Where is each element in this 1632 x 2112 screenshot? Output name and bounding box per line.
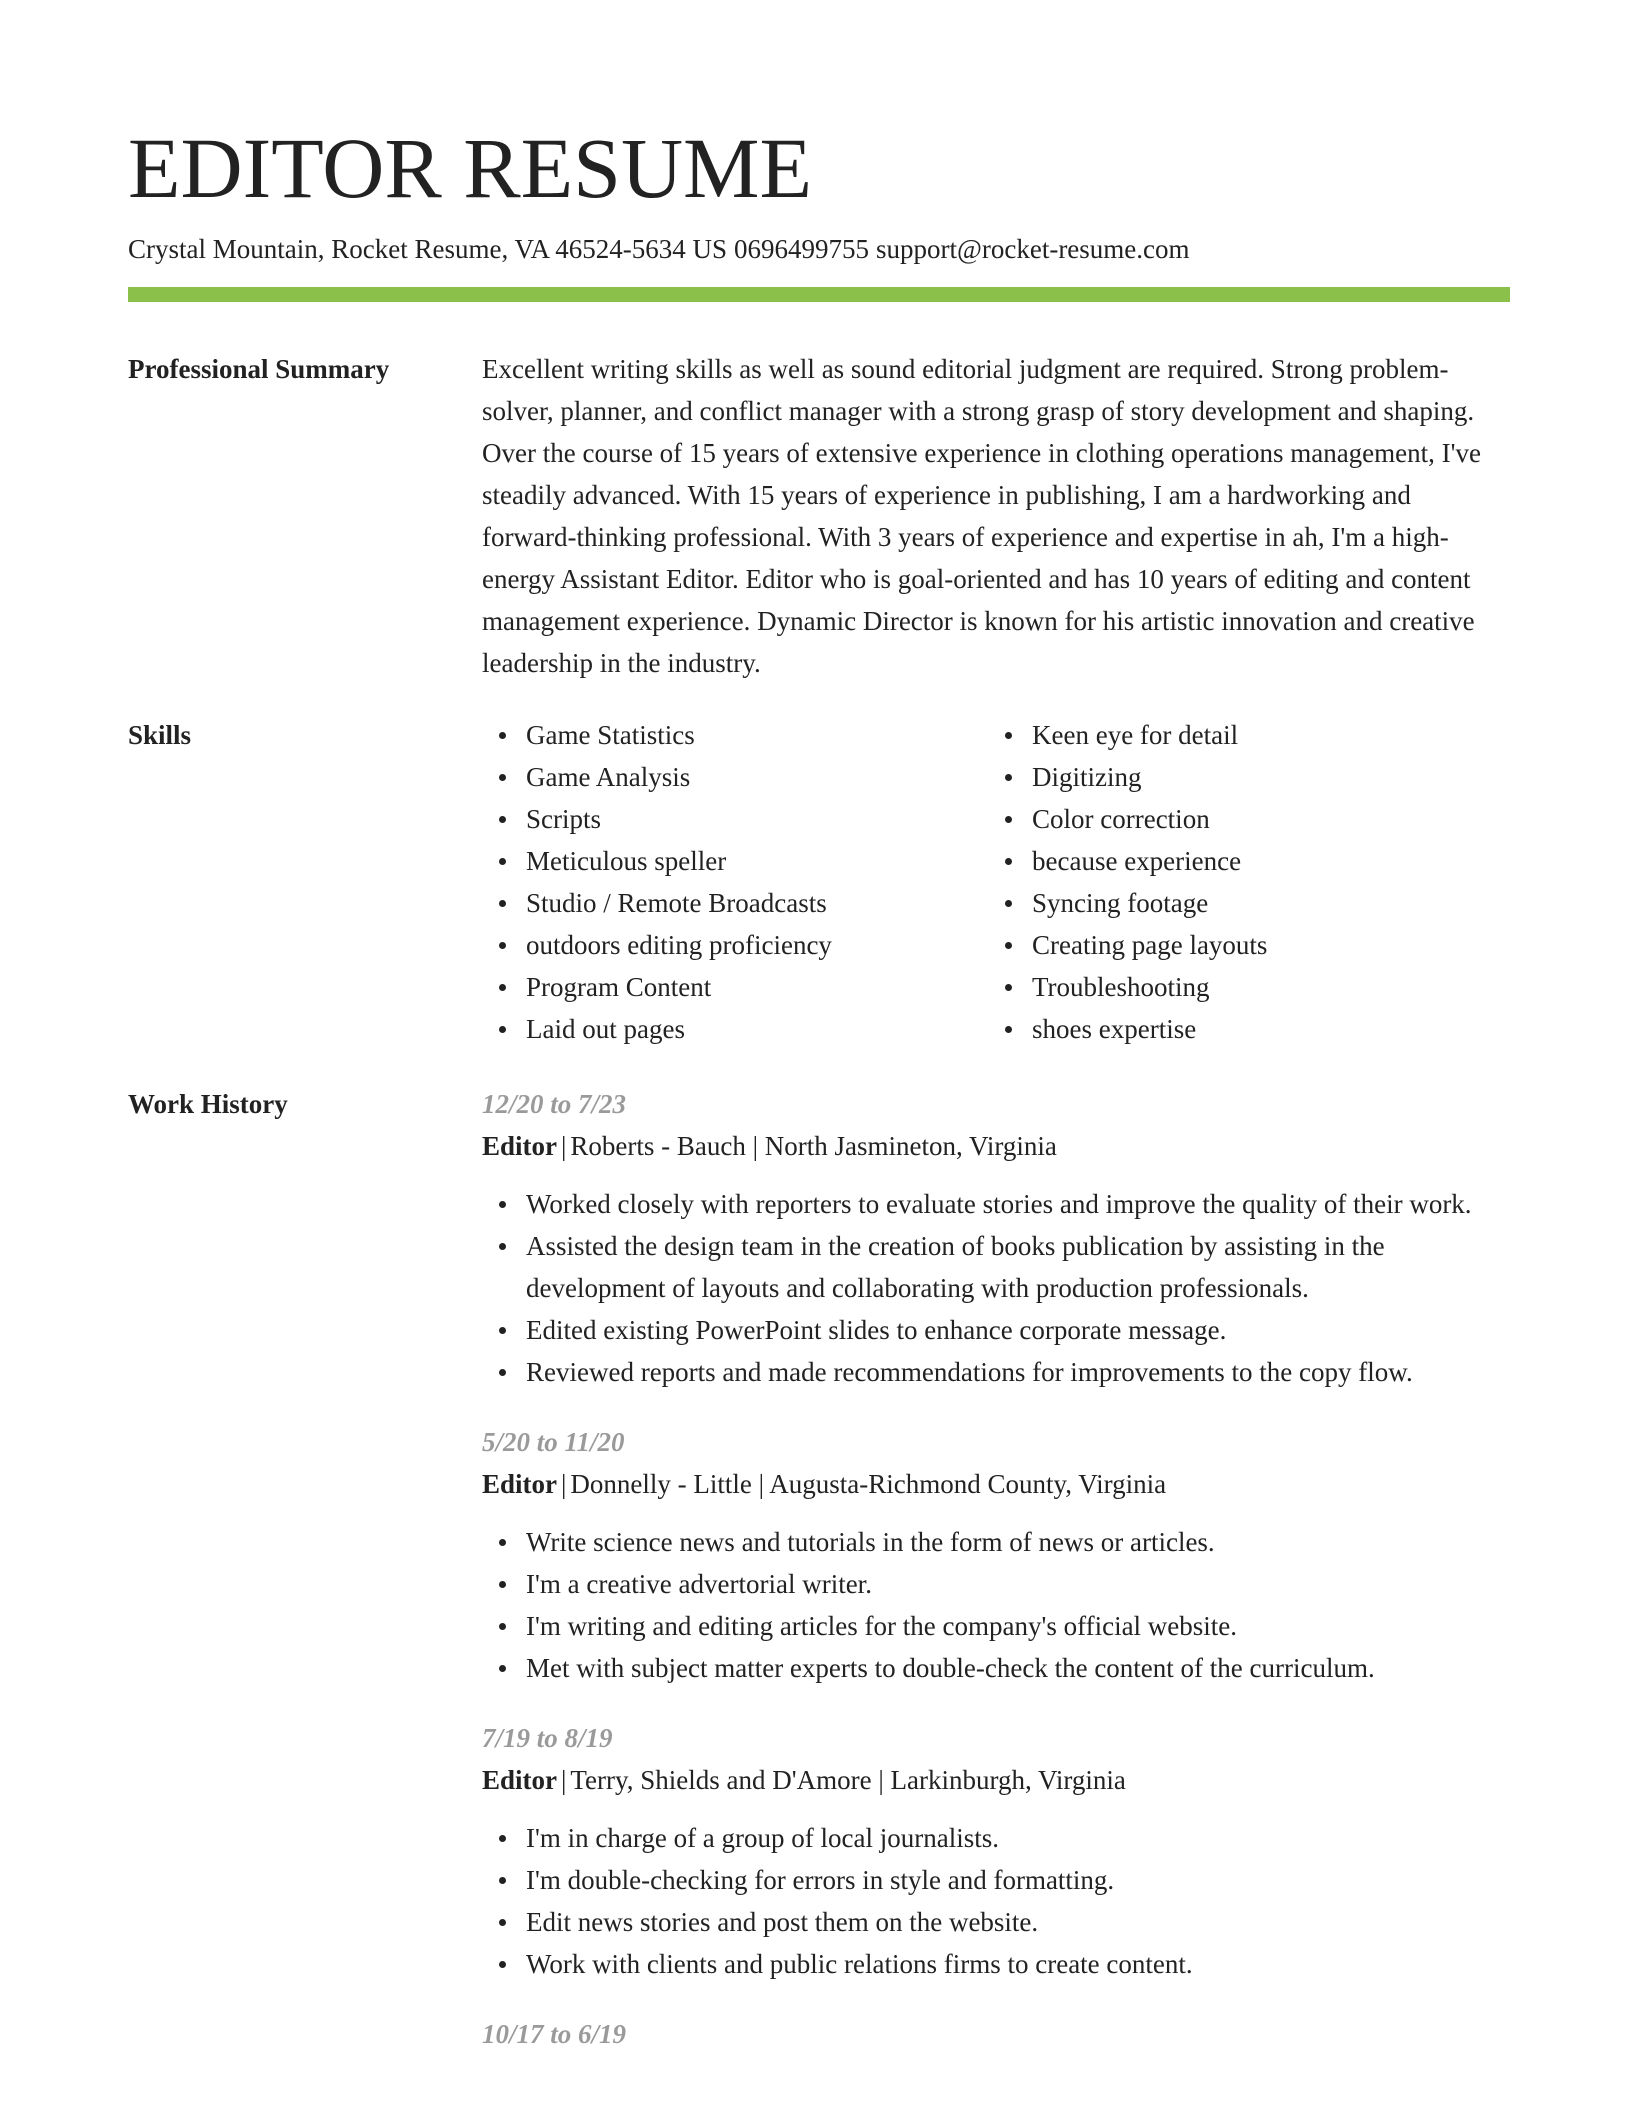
job-entry (482, 2013, 1512, 2055)
skill-item: because experience (988, 840, 1508, 882)
skill-item: Game Analysis (482, 756, 982, 798)
job-role: Editor (482, 1131, 558, 1161)
job-entry (482, 1717, 1512, 1985)
job-dates: 7/19 to 8/19 (482, 1723, 613, 1753)
job-dates: 12/20 to 7/23 (482, 1089, 627, 1119)
skill-item: shoes expertise (988, 1008, 1508, 1050)
skill-item: Keen eye for detail (988, 714, 1508, 756)
job-details: Donnelly - Little | Augusta-Richmond County, Virginia (570, 1469, 1167, 1499)
job-separator: | (561, 1469, 567, 1499)
skills-list-left (482, 714, 982, 1050)
job-bullet: Work with clients and public relations firms to create content. (482, 1943, 1512, 1985)
skill-item: Meticulous speller (482, 840, 982, 882)
skill-item: Syncing footage (988, 882, 1508, 924)
work-history-body (482, 1083, 1512, 2055)
contact-email: support@rocket-resume.com (876, 234, 1190, 264)
job-bullet: I'm double-checking for errors in style and formatting. (482, 1859, 1512, 1901)
job-entry (482, 1083, 1512, 1393)
job-details: Roberts - Bauch | North Jasmineton, Virginia (570, 1131, 1057, 1161)
skill-item: Studio / Remote Broadcasts (482, 882, 982, 924)
job-bullet: Worked closely with reporters to evaluate stories and improve the quality of their work. (482, 1183, 1512, 1225)
job-bullet: I'm a creative advertorial writer. (482, 1563, 1512, 1605)
contact-line (128, 231, 1190, 267)
skill-item: Program Content (482, 966, 982, 1008)
job-bullets (482, 1521, 1512, 1689)
skill-item: outdoors editing proficiency (482, 924, 982, 966)
accent-divider (128, 287, 1510, 302)
job-bullets (482, 1183, 1512, 1393)
job-title-line (482, 1125, 1512, 1167)
job-title-line (482, 1759, 1512, 1801)
work-history-label: Work History (128, 1089, 288, 1119)
job-bullet: I'm in charge of a group of local journalists. (482, 1817, 1512, 1859)
summary-body (482, 348, 1512, 684)
job-title-line (482, 1463, 1512, 1505)
skill-item: Laid out pages (482, 1008, 982, 1050)
job-bullet: Edited existing PowerPoint slides to enhance corporate message. (482, 1309, 1512, 1351)
job-separator: | (561, 1765, 567, 1795)
resume-title: EDITOR RESUME (128, 120, 813, 216)
job-bullet: Assisted the design team in the creation of books publication by assisting in the development of layouts and collaborating with production professionals. (482, 1225, 1512, 1309)
job-bullet: Reviewed reports and made recommendations for improvements to the copy flow. (482, 1351, 1512, 1393)
job-details: Terry, Shields and D'Amore | Larkinburgh, Virginia (570, 1765, 1126, 1795)
summary-text: Excellent writing skills as well as sound editorial judgment are required. Strong problem-solver, planner, and conflict manager with a strong grasp of story development and shaping. Over the course of 15 years of extensive experience in clothing operations management, I've steadily advanced. With 15 years of experience in publishing, I am a hardworking and forward-thinking professional. With 3 years of experience and expertise in ah, I'm a high-energy Assistant Editor. Editor who is goal-oriented and has 10 years of editing and content management experience. Dynamic Director is known for his artistic innovation and creative leadership in the industry. (482, 354, 1481, 678)
job-bullet: Edit news stories and post them on the website. (482, 1901, 1512, 1943)
skills-list-right (988, 714, 1508, 1050)
skills-section (128, 714, 1510, 1054)
job-bullet: Write science news and tutorials in the form of news or articles. (482, 1521, 1512, 1563)
skill-item: Troubleshooting (988, 966, 1508, 1008)
job-role: Editor (482, 1765, 558, 1795)
job-entry (482, 1421, 1512, 1689)
job-bullet: I'm writing and editing articles for the company's official website. (482, 1605, 1512, 1647)
skill-item: Creating page layouts (988, 924, 1508, 966)
skill-item: Digitizing (988, 756, 1508, 798)
job-dates: 5/20 to 11/20 (482, 1427, 625, 1457)
job-separator: | (561, 1131, 567, 1161)
skill-item: Scripts (482, 798, 982, 840)
contact-address: Crystal Mountain, Rocket Resume, VA 46524-5634 US (128, 234, 727, 264)
job-role: Editor (482, 1469, 558, 1499)
job-bullet: Met with subject matter experts to double-check the content of the curriculum. (482, 1647, 1512, 1689)
job-dates: 10/17 to 6/19 (482, 2019, 627, 2049)
skills-label: Skills (128, 720, 192, 750)
work-history-section (128, 1083, 1510, 2103)
job-bullets (482, 1817, 1512, 1985)
skill-item: Game Statistics (482, 714, 982, 756)
skill-item: Color correction (988, 798, 1508, 840)
contact-phone: 0696499755 (734, 234, 869, 264)
summary-label: Professional Summary (128, 354, 390, 384)
summary-section (128, 348, 1510, 688)
